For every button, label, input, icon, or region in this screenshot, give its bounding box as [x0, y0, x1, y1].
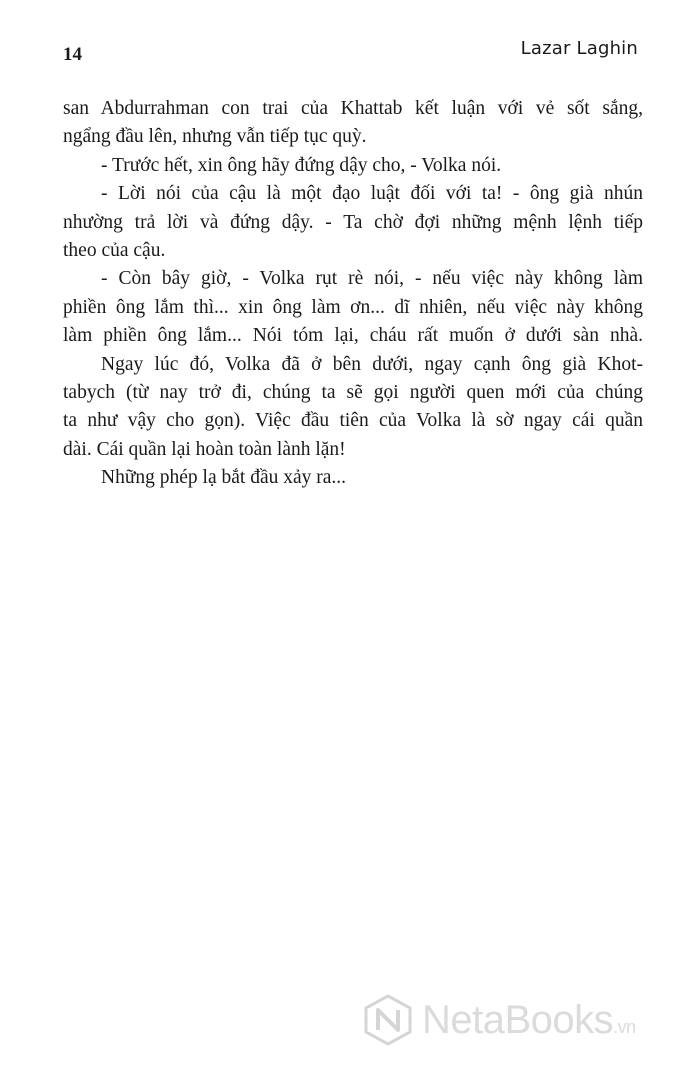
body-text: [63, 95, 643, 492]
text-line: Ngay lúc đó, Volka đã ở bên dưới, ngay cạnh ông già Khot-: [101, 353, 643, 375]
text-line: dài. Cái quần lại hoàn toàn lành lặn!: [63, 438, 346, 460]
netabooks-logo-icon: [362, 994, 414, 1046]
text-line: - Còn bây giờ, - Volka rụt rè nói, - nếu việc này không làm: [101, 268, 643, 290]
text-line: tabych (từ nay trở đi, chúng ta sẽ gọi người quen mới của chúng: [63, 381, 643, 403]
text-line: phiền ông lắm thì... xin ông làm ơn... dĩ nhiên, nếu việc này không: [63, 296, 643, 318]
text-line: san Abdurrahman con trai của Khattab kết luận với vẻ sốt sắng,: [63, 98, 643, 119]
text-line: - Trước hết, xin ông hãy đứng dậy cho, - Volka nói.: [101, 154, 502, 176]
text-line: - Lời nói của cậu là một đạo luật đối với ta! - ông già nhún: [101, 183, 643, 205]
watermark-brand: NetaBooks: [422, 998, 614, 1042]
text-line: ta như vậy cho gọn). Việc đầu tiên của Volka là sờ ngay cái quần: [63, 410, 643, 432]
text-line: làm phiền ông lắm... Nói tóm lại, cháu rất muốn ở dưới sàn nhà.: [63, 325, 643, 347]
watermark-text: [422, 998, 636, 1043]
watermark-suffix: .vn: [613, 1017, 636, 1037]
running-head: Lazar Laghin: [520, 38, 638, 59]
text-line: Những phép lạ bắt đầu xảy ra...: [101, 467, 347, 489]
text-line: ngẩng đầu lên, nhưng vẫn tiếp tục quỳ.: [63, 126, 367, 148]
text-line: theo của cậu.: [63, 239, 166, 261]
page-number: 14: [63, 44, 82, 65]
text-line: nhường trả lời và đứng dậy. - Ta chờ đợi những mệnh lệnh tiếp: [63, 211, 643, 233]
watermark: [362, 994, 682, 1054]
